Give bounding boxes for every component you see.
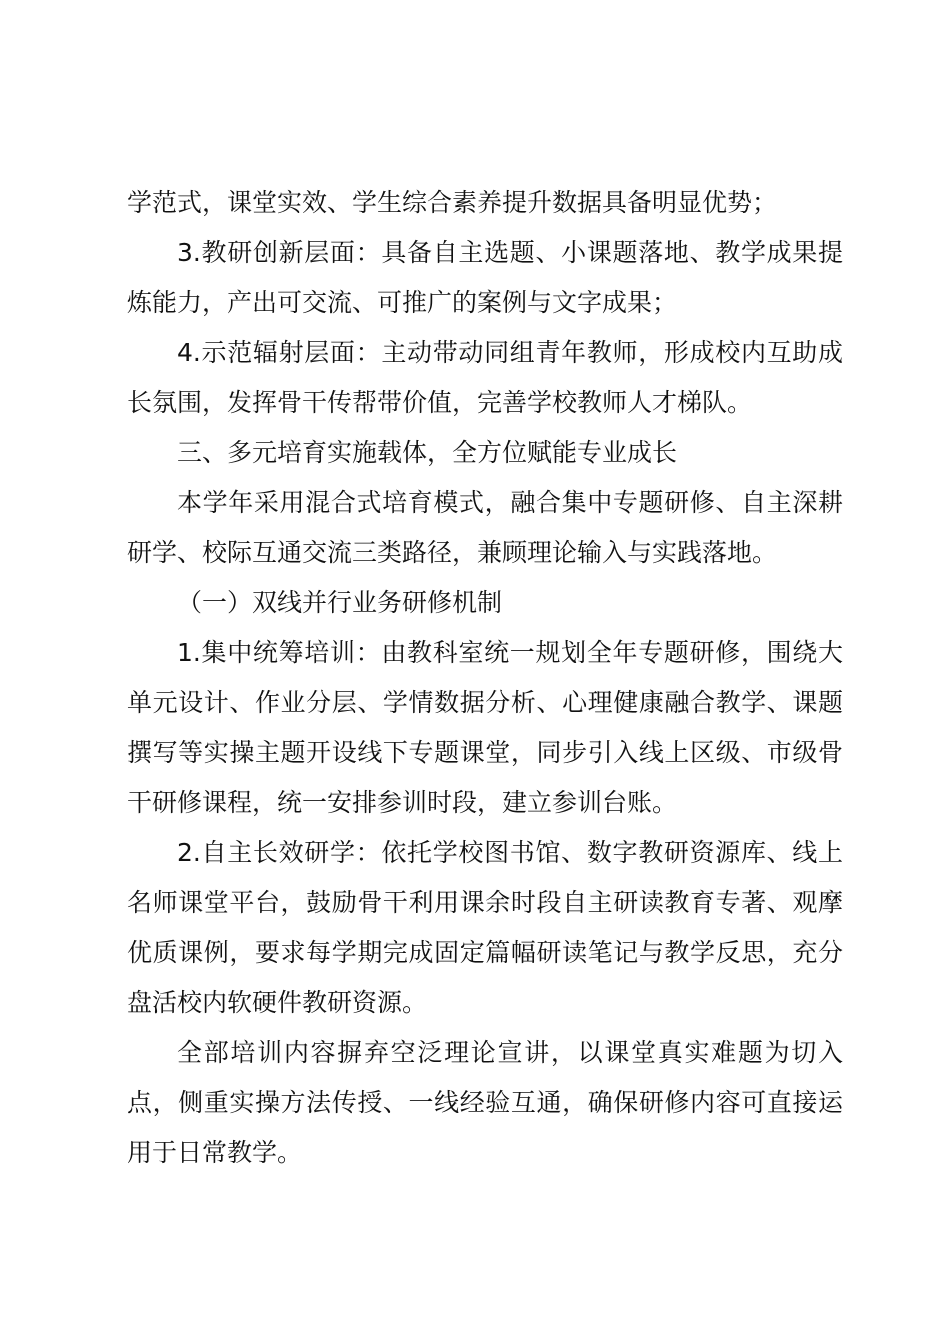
paragraph-centralized-training: 1.集中统筹培训：由教科室统一规划全年专题研修，围绕大单元设计、作业分层、学情数据分析、心理健康融合教学、课题撰写等实操主题开设线下专题课堂，同步引入线上区级、市级骨干研修课程，统一安排参训时段，建立参训台账。 bbox=[127, 638, 843, 817]
paragraph-training-summary: 全部培训内容摒弃空泛理论宣讲，以课堂真实难题为切入点，侧重实操方法传授、一线经验互通，确保研修内容可直接运用于日常教学。 bbox=[127, 1038, 843, 1167]
section-heading-three: 三、多元培育实施载体，全方位赋能专业成长 bbox=[177, 438, 678, 467]
subsection-heading-one: （一）双线并行业务研修机制 bbox=[177, 588, 503, 617]
paragraph-demonstration: 4.示范辐射层面：主动带动同组青年教师，形成校内互助成长氛围，发挥骨干传帮带价值，完善学校教师人才梯队。 bbox=[127, 338, 843, 417]
paragraph-continuation: 学范式，课堂实效、学生综合素养提升数据具备明显优势； bbox=[127, 188, 778, 217]
document-body bbox=[127, 178, 843, 1178]
paragraph-research-innovation: 3.教研创新层面：具备自主选题、小课题落地、教学成果提炼能力，产出可交流、可推广的案例与文字成果； bbox=[127, 238, 843, 317]
paragraph-self-study: 2.自主长效研学：依托学校图书馆、数字教研资源库、线上名师课堂平台，鼓励骨干利用课余时段自主研读教育专著、观摩优质课例，要求每学期完成固定篇幅研读笔记与教学反思，充分盘活校内软硬件教研资源。 bbox=[127, 838, 843, 1017]
paragraph-hybrid-model: 本学年采用混合式培育模式，融合集中专题研修、自主深耕研学、校际互通交流三类路径，兼顾理论输入与实践落地。 bbox=[127, 488, 843, 567]
